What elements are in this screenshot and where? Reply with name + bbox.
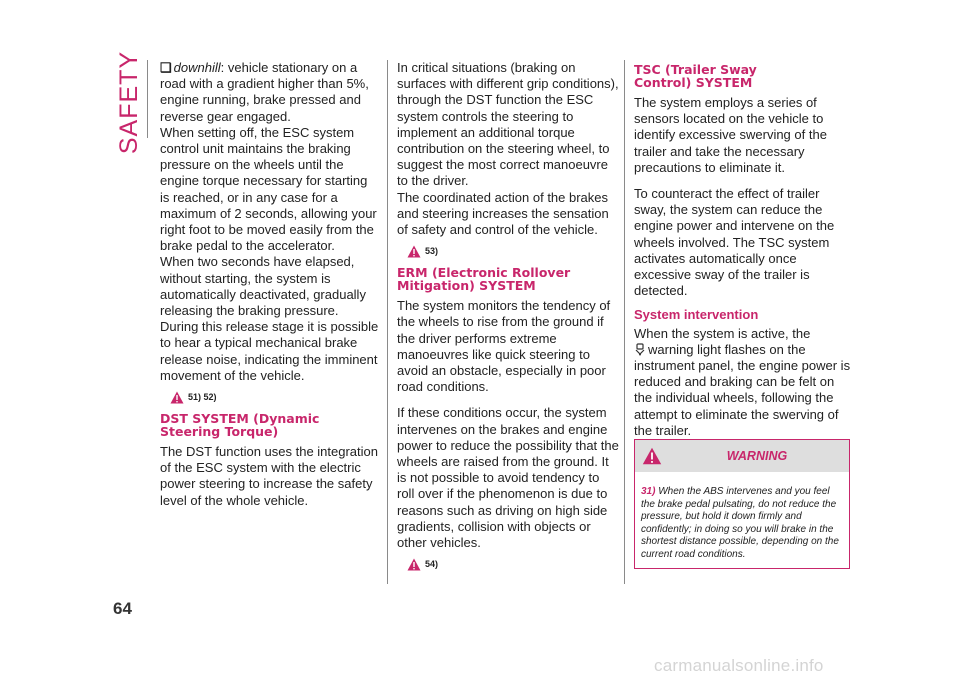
bullet-term: downhill [173, 60, 221, 75]
bullet-item [160, 60, 380, 125]
warning-references: 53) [407, 244, 619, 258]
paragraph: When the system is active, the warning light flashes on the instrument panel, the engine power is reduced and braking can be felt on the individual wheels, following the attempt to eliminate the swerving of the trailer. [634, 325, 851, 438]
warning-header [635, 440, 849, 472]
warning-triangle-icon [407, 558, 421, 571]
warning-text: 31) When the ABS intervenes and you feel the brake pedal pulsating, do not reduce the pressure, but hold it down firmly and confidently; in doing so you will brake in the shortest distance possible, depending on the current road conditions. [641, 486, 839, 560]
paragraph: The coordinated action of the brakes and steering increases the sensation of safety and control of the vehicle. [397, 189, 609, 238]
paragraph: To counteract the effect of trailer sway, the system can reduce the engine power and intervene on the wheels involved. The TSC system activates automatically once excessive sway of the trailer is detected. [634, 186, 835, 299]
checkbox-bullet-icon: ❏ [160, 60, 172, 75]
warning-references: 51) 52) [170, 390, 380, 404]
paragraph: The system employs a series of sensors located on the vehicle to identify excessive swerving of the trailer and take the necessary precautions to eliminate it. [634, 95, 827, 175]
section-label: SAFETY [115, 50, 144, 154]
paragraph: If these conditions occur, the system intervenes on the brakes and engine power to reduce the possibility that the wheels are raised from the ground. It is not possible to avoid tendency to roll over if the phenomenon is due to reasons such as driving on high side gradients, collision with objects or other vehicles. [397, 405, 619, 551]
section-heading-dst: DST SYSTEM (Dynamic Steering Torque) [160, 411, 320, 440]
footer-watermark: carmanualsonline.info [654, 656, 824, 675]
warning-box [634, 439, 850, 569]
column-1 [160, 60, 380, 509]
paragraph: The system monitors the tendency of the wheels to rise from the ground if the driver performs extreme manoeuvres like quick steering to avoid an obstacle, especially in poor road conditions. [397, 298, 611, 395]
warning-title: WARNING [726, 449, 788, 463]
bullet-text: : vehicle stationary on a road with a gradient higher than 5%, engine running, brake pressed and reverse gear engaged. [160, 60, 369, 124]
column-2 [397, 60, 619, 579]
paragraph: When two seconds have elapsed, without starting, the system is automatically deactivated, gradually releasing the braking pressure. During this release stage it is possible to hear a typical mechanical brake release noise, indicating the imminent movement of the vehicle. [160, 254, 379, 383]
warning-number: 31) [641, 486, 656, 497]
column-divider [147, 60, 148, 138]
subheading-system-intervention: System intervention [634, 307, 759, 323]
column-3 [634, 60, 852, 467]
page-number: 64 [113, 599, 132, 618]
paragraph: In critical situations (braking on surfaces with different grip conditions), through the DST function the ESC system controls the steering to implement an additional torque contribution on the steering wheel, to suggest the most correct manoeuvre to the driver. [397, 60, 619, 189]
column-divider [624, 60, 625, 584]
warning-references: 54) [407, 557, 619, 571]
trailer-sway-warning-light-icon [634, 343, 646, 356]
paragraph: When setting off, the ESC system control unit maintains the braking pressure on the wheels until the engine torque necessary for starting is reached, or in any case for a maximum of 2 seconds, allowing your right foot to be moved easily from the brake pedal to the accelerator. [160, 124, 377, 254]
section-heading-tsc: TSC (Trailer Sway Control) SYSTEM [634, 62, 757, 90]
section-heading-erm: ERM (Electronic Rollover Mitigation) SYSTEM [397, 265, 571, 294]
paragraph: The DST function uses the integration of the ESC system with the electric power steering to increase the safety level of the whole vehicle. [160, 444, 378, 508]
warning-triangle-icon [407, 245, 421, 258]
column-divider [387, 60, 388, 584]
warning-triangle-icon [170, 391, 184, 404]
